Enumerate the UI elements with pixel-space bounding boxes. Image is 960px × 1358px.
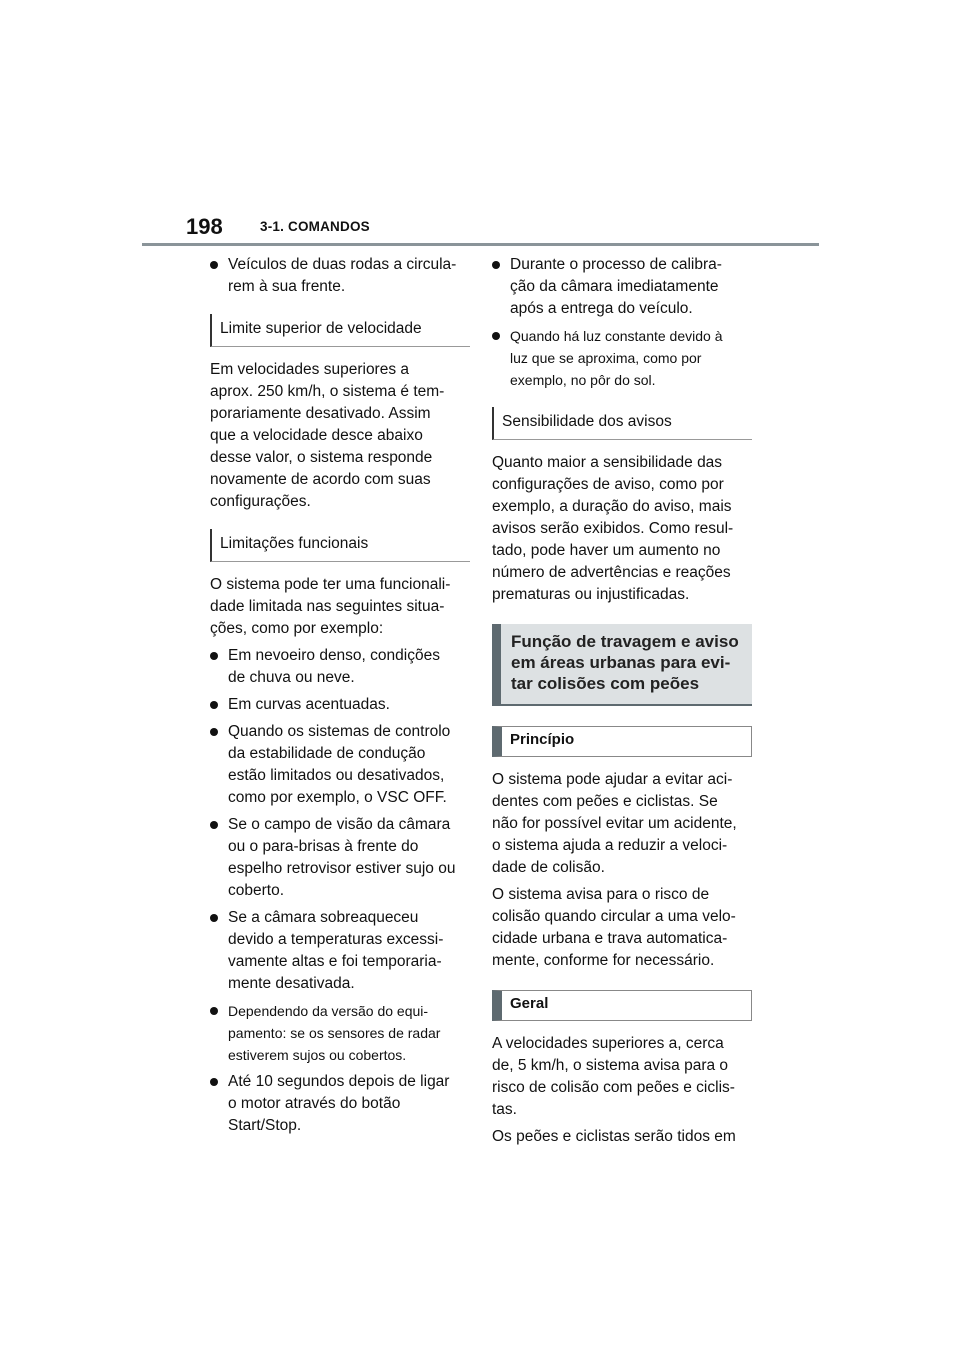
paragraph-principle-2: O sistema avisa para o risco de colisão quando circular a uma velo- cidade urbana e trava automatica- mente, conforme for necessário. (492, 886, 736, 969)
page-number: 198 (186, 214, 223, 239)
header-divider (142, 243, 819, 246)
subheading-warning-sensitivity: Sensibilidade dos avisos (492, 407, 752, 440)
list-item: Em curvas acentuadas. (210, 694, 470, 716)
right-column (492, 254, 752, 1153)
paragraph-general-1: A velocidades superiores a, cerca de, 5 km/h, o sistema avisa para o risco de colisão com peões e ciclis- tas. (492, 1035, 735, 1118)
list-item: Se a câmara sobreaqueceu devido a temperaturas excessi- vamente altas e foi temporaria- mente desativada. (210, 907, 470, 995)
subheading-functional-limits: Limitações funcionais (210, 529, 470, 562)
section-title: 3-1. COMANDOS (260, 219, 370, 234)
paragraph-warning-sensitivity: Quanto maior a sensibilidade das configurações de aviso, como por exemplo, a duração do aviso, mais avisos serão exibidos. Como resul- tado, pode haver um aumento no número de advertências e reações prematuras ou injustificadas. (492, 454, 734, 603)
box-heading-principle: Princípio (492, 726, 752, 757)
list-item: Veículos de duas rodas a circula- rem à sua frente. (210, 254, 470, 298)
list-item: Quando os sistemas de controlo da estabilidade de condução estão limitados ou desativados, como por exemplo, o VSC OFF. (210, 721, 470, 809)
topic-heading: Função de travagem e aviso em áreas urbanas para evi- tar colisões com peões (492, 624, 752, 706)
paragraph-general-2: Os peões e ciclistas serão tidos em (492, 1128, 736, 1145)
subheading-speed-limit: Limite superior de velocidade (210, 314, 470, 347)
list-item: Em nevoeiro denso, condições de chuva ou neve. (210, 645, 470, 689)
paragraph-speed-limit: Em velocidades superiores a aprox. 250 km/h, o sistema é tem- porariamente desativado. Assim que a velocidade desce abaixo desse valor, o sistema responde novamente de acordo com suas configurações. (210, 361, 445, 510)
list-item: Se o campo de visão da câmara ou o para-brisas à frente do espelho retrovisor estiver sujo ou coberto. (210, 814, 470, 902)
box-heading-general: Geral (492, 990, 752, 1021)
list-item: Até 10 segundos depois de ligar o motor através do botão Start/Stop. (210, 1071, 470, 1137)
list-item: Dependendo da versão do equi- pamento: se os sensores de radar estiverem sujos ou cobertos. (210, 1000, 470, 1066)
paragraph-functional-limits: O sistema pode ter uma funcionali- dade limitada nas seguintes situa- ções, como por exemplo: (210, 576, 451, 637)
left-column (210, 254, 470, 1142)
list-item: Quando há luz constante devido à luz que se aproxima, como por exemplo, no pôr do sol. (492, 325, 752, 391)
paragraph-principle-1: O sistema pode ajudar a evitar aci- dentes com peões e ciclistas. Se não for possível evitar um acidente, o sistema ajuda a reduzir a veloci- dade de colisão. (492, 771, 737, 876)
list-item: Durante o processo de calibra- ção da câmara imediatamente após a entrega do veículo. (492, 254, 752, 320)
